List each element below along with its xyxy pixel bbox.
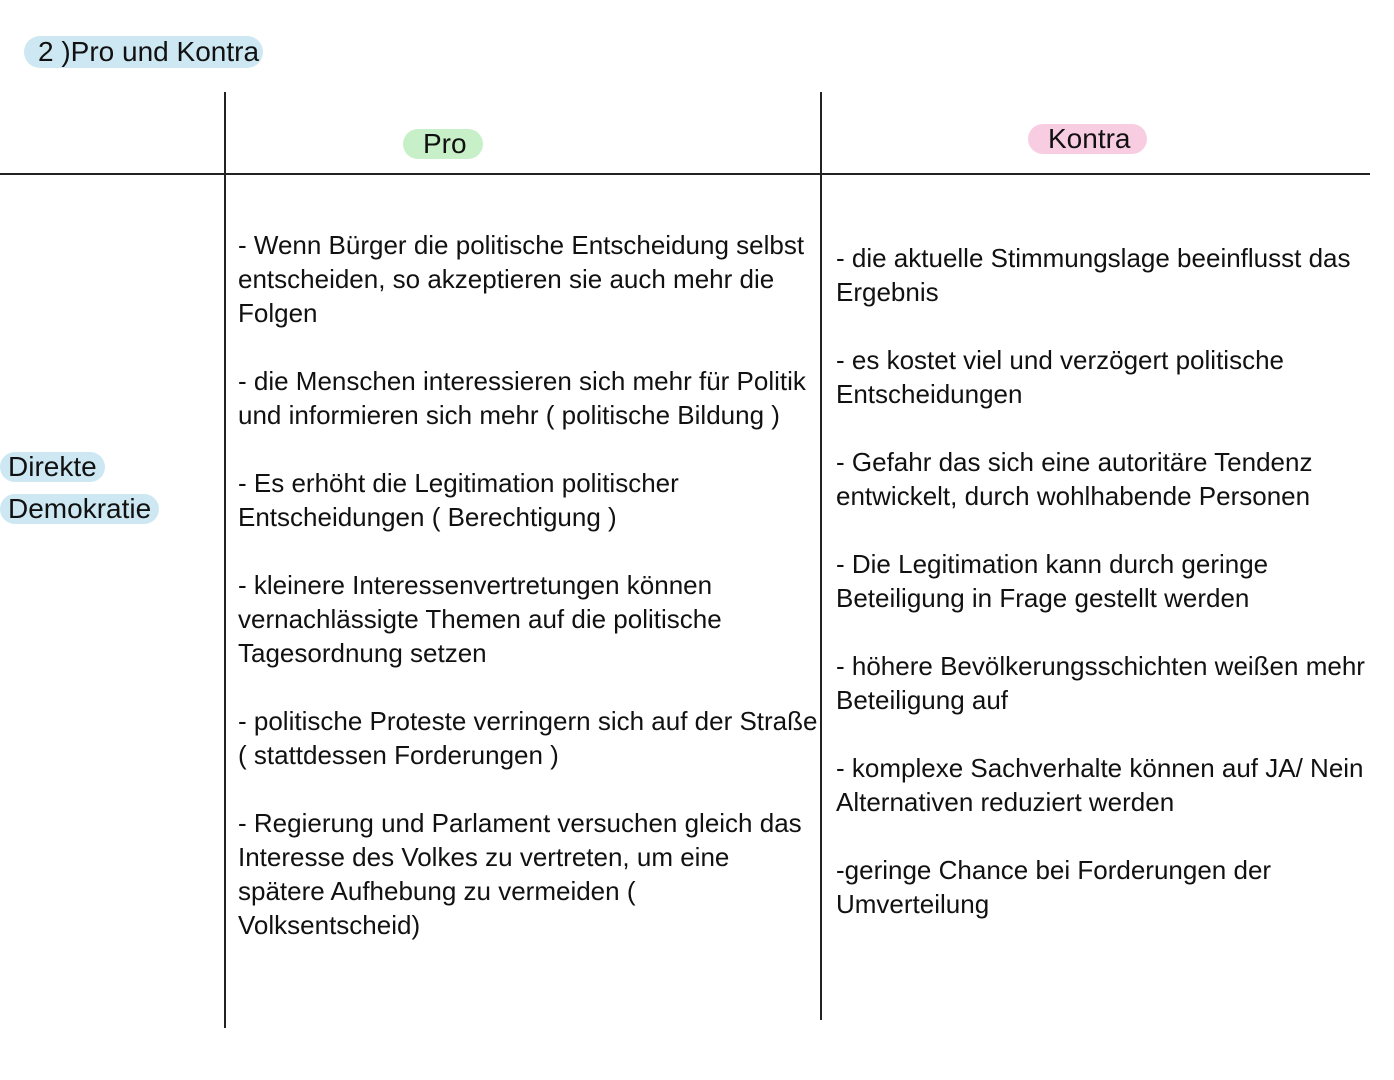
page-title: 2 )Pro und Kontra <box>24 36 263 68</box>
kontra-item: - Die Legitimation kann durch geringe Beteiligung in Frage gestellt werden <box>836 549 1269 613</box>
table-column-divider-left <box>224 92 226 1028</box>
kontra-item: - die aktuelle Stimmungslage beeinflusst das Ergebnis <box>836 243 1351 307</box>
pro-item: - Regierung und Parlament versuchen gleich das Interesse des Volkes zu vertreten, um eine spätere Aufhebung zu vermeiden ( Volksentscheid) <box>238 808 802 940</box>
kontra-item: - es kostet viel und verzögert politische Entscheidungen <box>836 345 1284 409</box>
pro-item: - Wenn Bürger die politische Entscheidung selbst entscheiden, so akzeptieren sie auch mehr die Folgen <box>238 230 805 328</box>
pro-item: - Es erhöht die Legitimation politischer Entscheidungen ( Berechtigung ) <box>238 468 679 532</box>
kontra-item: - Gefahr das sich eine autoritäre Tendenz entwickelt, durch wohlhabende Personen <box>836 447 1313 511</box>
kontra-list <box>836 241 1381 955</box>
table-header-divider <box>0 173 1370 175</box>
row-label-line2: Demokratie <box>0 494 159 524</box>
kontra-item: -geringe Chance bei Forderungen der Umverteilung <box>836 855 1272 919</box>
row-label-direkte-demokratie <box>0 448 159 532</box>
kontra-item: - komplexe Sachverhalte können auf JA/ Nein Alternativen reduziert werden <box>836 753 1364 817</box>
pro-item: - politische Proteste verringern sich auf der Straße ( stattdessen Forderungen ) <box>238 706 818 770</box>
table-column-divider-right <box>820 92 822 1020</box>
pro-list <box>238 228 818 976</box>
pro-item: - die Menschen interessieren sich mehr für Politik und informieren sich mehr ( politische Bildung ) <box>238 366 806 430</box>
row-label-line1: Direkte <box>0 452 105 482</box>
kontra-header: Kontra <box>1028 124 1147 154</box>
pro-item: - kleinere Interessenvertretungen können vernachlässigte Themen auf die politische Tagesordnung setzen <box>238 570 722 668</box>
kontra-item: - höhere Bevölkerungsschichten weißen mehr Beteiligung auf <box>836 651 1365 715</box>
pro-header: Pro <box>403 129 483 159</box>
